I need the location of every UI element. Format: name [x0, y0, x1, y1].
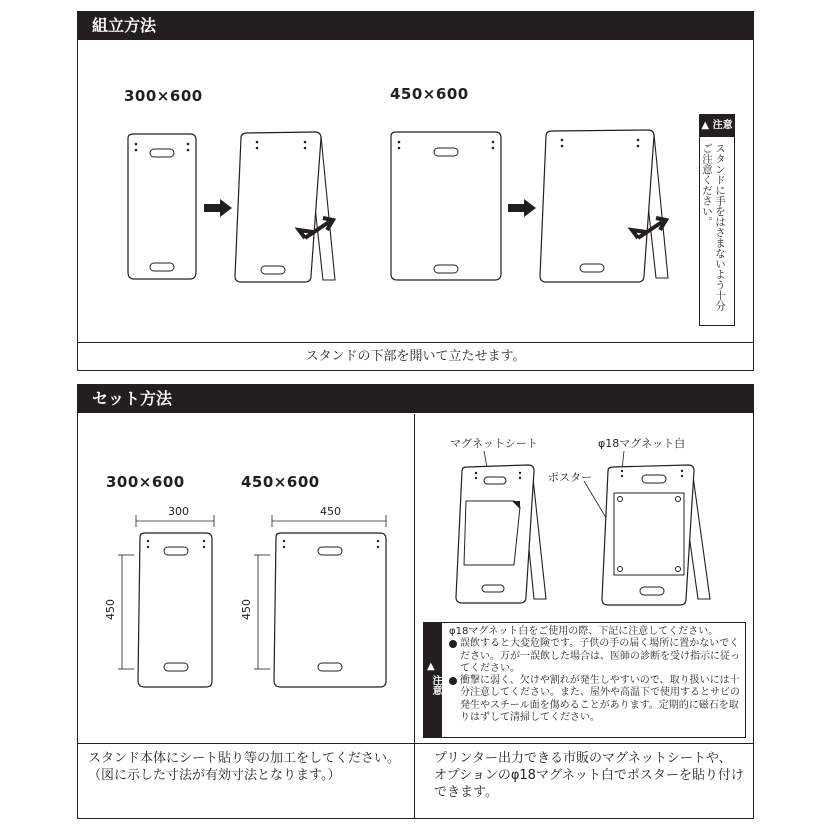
dim-a-width: 300 — [168, 505, 189, 518]
bullet-icon — [449, 640, 457, 648]
dim-a-height: 450 — [104, 599, 117, 620]
setting-size-a-label: 300×600 — [106, 473, 185, 491]
caution-box — [699, 114, 735, 326]
setting-size-b-label: 450×600 — [241, 473, 320, 491]
warning-heading: φ18マグネット白をご使用の際、下記に注意してください。 — [449, 626, 719, 637]
dim-b-width: 450 — [320, 505, 341, 518]
board-300-flat-illustration — [124, 132, 204, 282]
caution-tag: ▲ 注意 — [700, 115, 734, 137]
label-magnet-white: φ18マグネット白 — [598, 437, 686, 450]
bullet-icon — [449, 677, 457, 685]
magnet-sheet-illustration — [454, 449, 564, 609]
setting-title: セット方法 — [78, 385, 753, 413]
dim-b-height: 450 — [240, 599, 253, 620]
board-450-flat-illustration — [387, 130, 507, 285]
label-magnet-sheet: マグネットシート — [450, 437, 538, 450]
assembly-size-a-label: 300×600 — [124, 87, 203, 105]
warning-item-2-text: 衝撃に弱く、欠けや割れが発生しやすいので、取り扱いには十分注意してください。また、屋外や高温下で使用するとサビの発生やスチール面を傷めることがあります。定期的に磁石を取りはずして清掃してください。 — [460, 675, 740, 724]
caution-tag-text: 注意 — [712, 120, 733, 131]
section-divider — [414, 414, 415, 818]
board-450-dimension-illustration — [254, 513, 394, 693]
warning-item-1-text: 誤飲すると大変危険です。子供の手の届く場所に置かないでください。万が一誤飲した場合は、医師の診断を受け指示に従ってください。 — [460, 638, 740, 674]
arrow-right-icon — [508, 198, 538, 218]
warning-item-2 — [449, 675, 741, 724]
setting-section — [77, 384, 754, 819]
board-450-standing-illustration — [538, 128, 678, 293]
label-poster: ポスター — [548, 471, 592, 484]
board-300-standing-illustration — [233, 130, 343, 290]
warning-item-1 — [449, 638, 741, 675]
arrow-right-icon — [204, 198, 234, 218]
assembly-caption: スタンドの下部を開いて立たせます。 — [78, 342, 753, 370]
caution-text: スタンドに手をはさまないよう十分ご注意ください。 — [701, 143, 726, 311]
note-left: スタンド本体にシート貼り等の加工をしてください。（図に示した寸法が有効寸法となります。） — [88, 751, 401, 783]
footer-divider — [78, 743, 753, 744]
assembly-title: 組立方法 — [78, 12, 753, 40]
warning-side-tag — [424, 623, 442, 737]
assembly-section — [77, 11, 754, 371]
board-300-dimension-illustration — [118, 513, 218, 693]
warning-triangle-icon: ▲ — [427, 661, 435, 672]
warning-tag-text: 注意 — [430, 675, 441, 695]
poster-magnet-illustration — [598, 449, 728, 609]
magnet-warning-box — [423, 622, 746, 738]
note-right: プリンター出力できる市販のマグネットシートや、オプションのφ18マグネット白でポスターを貼り付けできます。 — [434, 751, 744, 800]
assembly-size-b-label: 450×600 — [390, 85, 469, 103]
